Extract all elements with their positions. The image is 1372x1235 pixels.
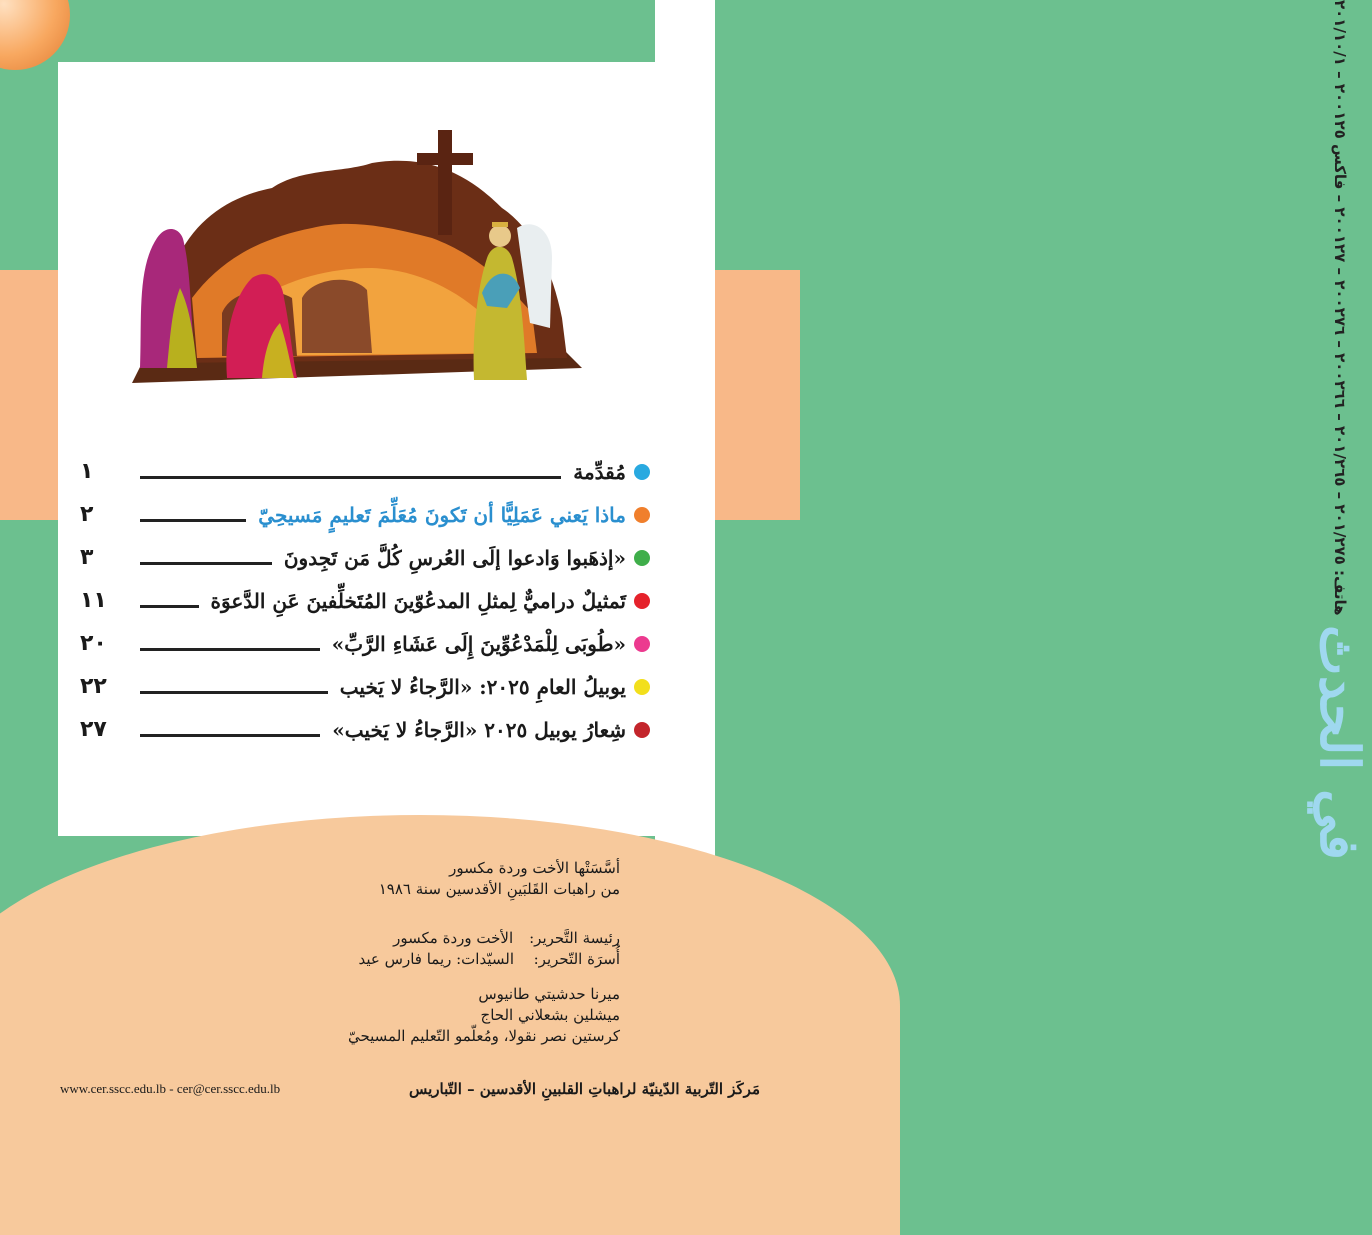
table-of-contents — [80, 450, 650, 751]
toc-page-number: ١١ — [80, 588, 107, 613]
toc-title: تَمثيلٌ دراميٌّ لِمثلِ المدعُوّينَ المُتَخلِّفينَ عَنِ الدَّعوَة — [210, 588, 626, 613]
magazine-title: في الحدث — [1308, 624, 1372, 860]
bullet-dot-icon — [634, 550, 650, 566]
footer — [60, 1080, 760, 1098]
contact-url[interactable]: www.cer.sscc.edu.lb - cer@cer.sscc.edu.lb — [60, 1081, 281, 1096]
leader-line — [140, 691, 328, 694]
leader-line — [140, 562, 272, 565]
staff-label: أُسرَة التّحرير: — [533, 950, 620, 968]
toc-page-number: ٢٢ — [80, 674, 107, 699]
toc-page-number: ١ — [80, 459, 94, 484]
bullet-dot-icon — [634, 636, 650, 652]
bullet-dot-icon — [634, 679, 650, 695]
staff-member: السيّدات: ريما فارس عيد — [358, 950, 514, 968]
staff-member: كرستين نصر نقولا، ومُعلّمو التّعليم المسيحيّ — [347, 1027, 620, 1045]
bullet-dot-icon — [634, 464, 650, 480]
toc-title: ماذا يَعني عَمَلِيًّا أن تَكونَ مُعَلِّمَ تَعليمٍ مَسيحِيّ — [258, 502, 626, 527]
tomb-entrance — [302, 280, 372, 353]
contact-numbers: هاتف: ٢٠١/٢٧٥ – ٢٠١/٢٦٥ – ٢٠٠٢٦٦ – ٢٠٠٢٧٦ – ٢٠٠١٢٧ – فاكس ٢٠٠١٢٥ – ٢٠١/١٠/١ — [1331, 0, 1349, 616]
toc-entry[interactable] — [80, 450, 650, 493]
toc-page-number: ٢٠ — [80, 631, 107, 656]
bullet-dot-icon — [634, 722, 650, 738]
editor-row — [348, 928, 620, 949]
nativity-scene-icon — [112, 118, 592, 398]
leader-line — [140, 476, 561, 479]
cross-vertical — [438, 130, 452, 235]
toc-entry[interactable] — [80, 708, 650, 751]
toc-title: مُقدِّمة — [573, 459, 626, 484]
editor-label: رئيسة التَّحرير: — [529, 929, 620, 947]
organization-name: مَركَز التّربية الدّينيّة لراهباتِ القلبينِ الأقدسين – التّباريس — [408, 1080, 760, 1098]
toc-title: يوبيلُ العامِ ٢٠٢٥: «الرَّجاءُ لا يَخيب — [339, 674, 626, 699]
toc-title: «طُوبَى لِلْمَدْعُوِّينَ إِلَى عَشَاءِ الرَّبِّ» — [331, 631, 626, 656]
leader-line — [140, 605, 199, 608]
side-rotated-text — [1310, 0, 1370, 860]
leader-line — [140, 648, 320, 651]
staff-member: ميشلين بشعلاني الحاج — [480, 1006, 620, 1024]
cross-horizontal — [417, 153, 473, 165]
founder-line: أسَّسَتْها الأخت وردة مكسور — [449, 859, 620, 877]
editor-name: الأخت وردة مكسور — [393, 929, 514, 947]
toc-page-number: ٢ — [80, 502, 94, 527]
toc-entry[interactable] — [80, 493, 650, 536]
side-title-strip — [655, 0, 1372, 860]
bullet-dot-icon — [634, 593, 650, 609]
toc-page-number: ٢٧ — [80, 717, 107, 742]
toc-page-number: ٣ — [80, 545, 94, 570]
toc-entry[interactable] — [80, 536, 650, 579]
toc-title: «إذهَبوا وَادعوا إلَى العُرسِ كُلَّ مَن تَجِدونَ — [283, 545, 626, 570]
staff-member: ميرنا حدشيتي طانيوس — [478, 985, 620, 1003]
staff-row — [348, 949, 620, 970]
corner-orb-decoration — [0, 0, 70, 70]
toc-entry[interactable] — [80, 579, 650, 622]
bullet-dot-icon — [634, 507, 650, 523]
toc-entry[interactable] — [80, 665, 650, 708]
founder-line: من راهبات القَلبَينِ الأقدسين سنة ١٩٨٦ — [378, 880, 620, 898]
leader-line — [140, 734, 320, 737]
toc-entry[interactable] — [80, 622, 650, 665]
toc-title: شِعارُ يوبيل ٢٠٢٥ «الرَّجاءُ لا يَخيب» — [332, 717, 626, 742]
leader-line — [140, 519, 246, 522]
credits-block — [348, 858, 620, 1047]
